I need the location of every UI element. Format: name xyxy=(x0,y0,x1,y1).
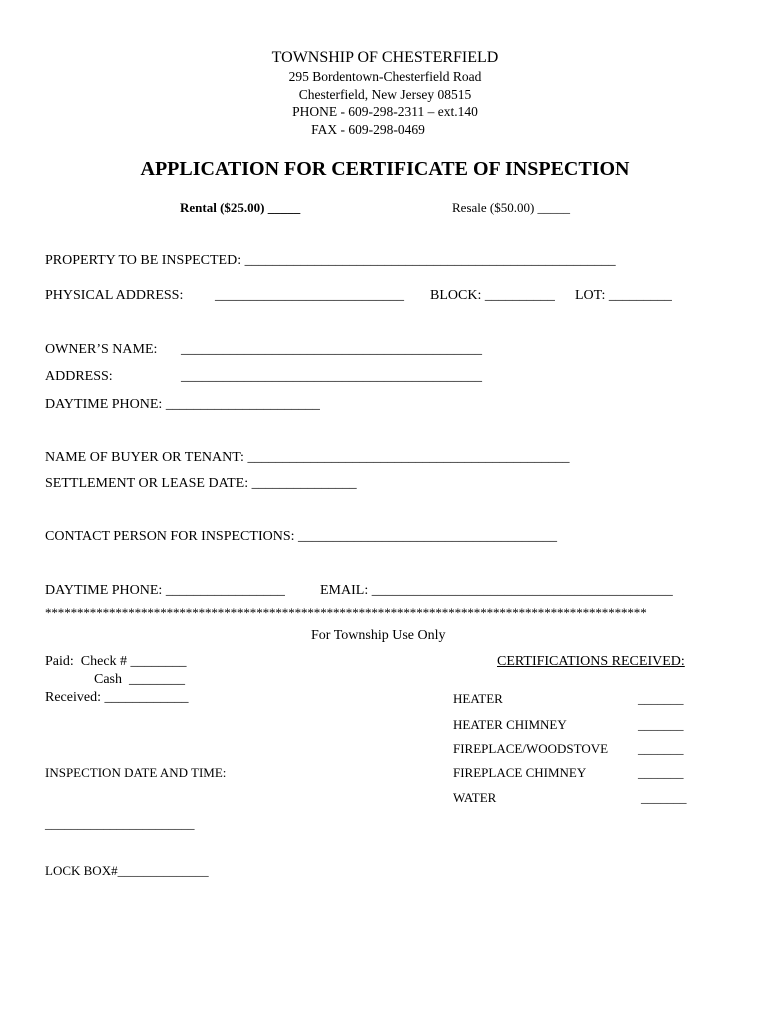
email-field[interactable]: EMAIL: ___________________________________________ xyxy=(320,583,673,598)
phone-number: PHONE - 609-298-2311 – ext.140 xyxy=(292,104,478,119)
cert-item-fireplace-woodstove-blank[interactable]: _______ xyxy=(638,741,684,756)
inspection-date-label: INSPECTION DATE AND TIME: xyxy=(45,765,227,780)
inspection-date-line[interactable]: _______________________ xyxy=(45,816,195,831)
lock-box-field[interactable]: LOCK BOX#______________ xyxy=(45,863,209,878)
settlement-date-field[interactable]: SETTLEMENT OR LEASE DATE: _______________ xyxy=(45,476,357,491)
street-address: 295 Bordentown-Chesterfield Road xyxy=(288,69,482,84)
owner-name-label: OWNER’S NAME: xyxy=(45,342,158,357)
cert-item-heater-chimney: HEATER CHIMNEY xyxy=(453,717,567,732)
owner-name-line[interactable]: ___________________________________________ xyxy=(181,342,482,357)
cert-item-heater-blank[interactable]: _______ xyxy=(638,691,684,706)
cert-item-water: WATER xyxy=(453,790,497,805)
certifications-heading: CERTIFICATIONS RECEIVED: xyxy=(497,654,685,669)
lot-field[interactable]: LOT: _________ xyxy=(575,288,672,303)
city-address: Chesterfield, New Jersey 08515 xyxy=(298,87,472,102)
contact-phone-field[interactable]: DAYTIME PHONE: _________________ xyxy=(45,583,285,598)
township-name: TOWNSHIP OF CHESTERFIELD xyxy=(271,49,499,66)
paid-check-field[interactable]: Paid: Check # ________ xyxy=(45,654,187,669)
cert-item-fireplace-chimney: FIREPLACE CHIMNEY xyxy=(453,765,587,780)
address-line[interactable]: ___________________________________________ xyxy=(181,369,482,384)
cert-item-heater: HEATER xyxy=(453,691,503,706)
resale-fee-option[interactable]: Resale ($50.00) _____ xyxy=(452,200,571,215)
cert-item-heater-chimney-blank[interactable]: _______ xyxy=(638,717,684,732)
separator-line: ********************************************************************************************** xyxy=(45,606,647,619)
cert-item-fireplace-chimney-blank[interactable]: _______ xyxy=(638,765,684,780)
property-field[interactable]: PROPERTY TO BE INSPECTED: _____________________________________________________ xyxy=(45,253,616,268)
fax-number: FAX - 609-298-0469 xyxy=(311,122,425,137)
contact-person-field[interactable]: CONTACT PERSON FOR INSPECTIONS: _____________________________________ xyxy=(45,529,557,544)
cash-field[interactable]: Cash ________ xyxy=(94,672,185,687)
physical-address-label: PHYSICAL ADDRESS: xyxy=(45,288,184,303)
cert-item-water-blank[interactable]: _______ xyxy=(641,790,687,805)
township-use-heading: For Township Use Only xyxy=(311,628,446,643)
rental-fee-option[interactable]: Rental ($25.00) _____ xyxy=(180,200,301,215)
buyer-tenant-field[interactable]: NAME OF BUYER OR TENANT: ______________________________________________ xyxy=(45,450,570,465)
cert-item-fireplace-woodstove: FIREPLACE/WOODSTOVE xyxy=(453,741,609,756)
daytime-phone-field[interactable]: DAYTIME PHONE: ______________________ xyxy=(45,397,320,412)
physical-address-line[interactable]: ___________________________ xyxy=(215,288,404,303)
block-field[interactable]: BLOCK: __________ xyxy=(430,288,555,303)
address-label: ADDRESS: xyxy=(45,369,113,384)
form-title: APPLICATION FOR CERTIFICATE OF INSPECTION xyxy=(140,158,630,180)
received-field[interactable]: Received: ____________ xyxy=(45,690,189,705)
